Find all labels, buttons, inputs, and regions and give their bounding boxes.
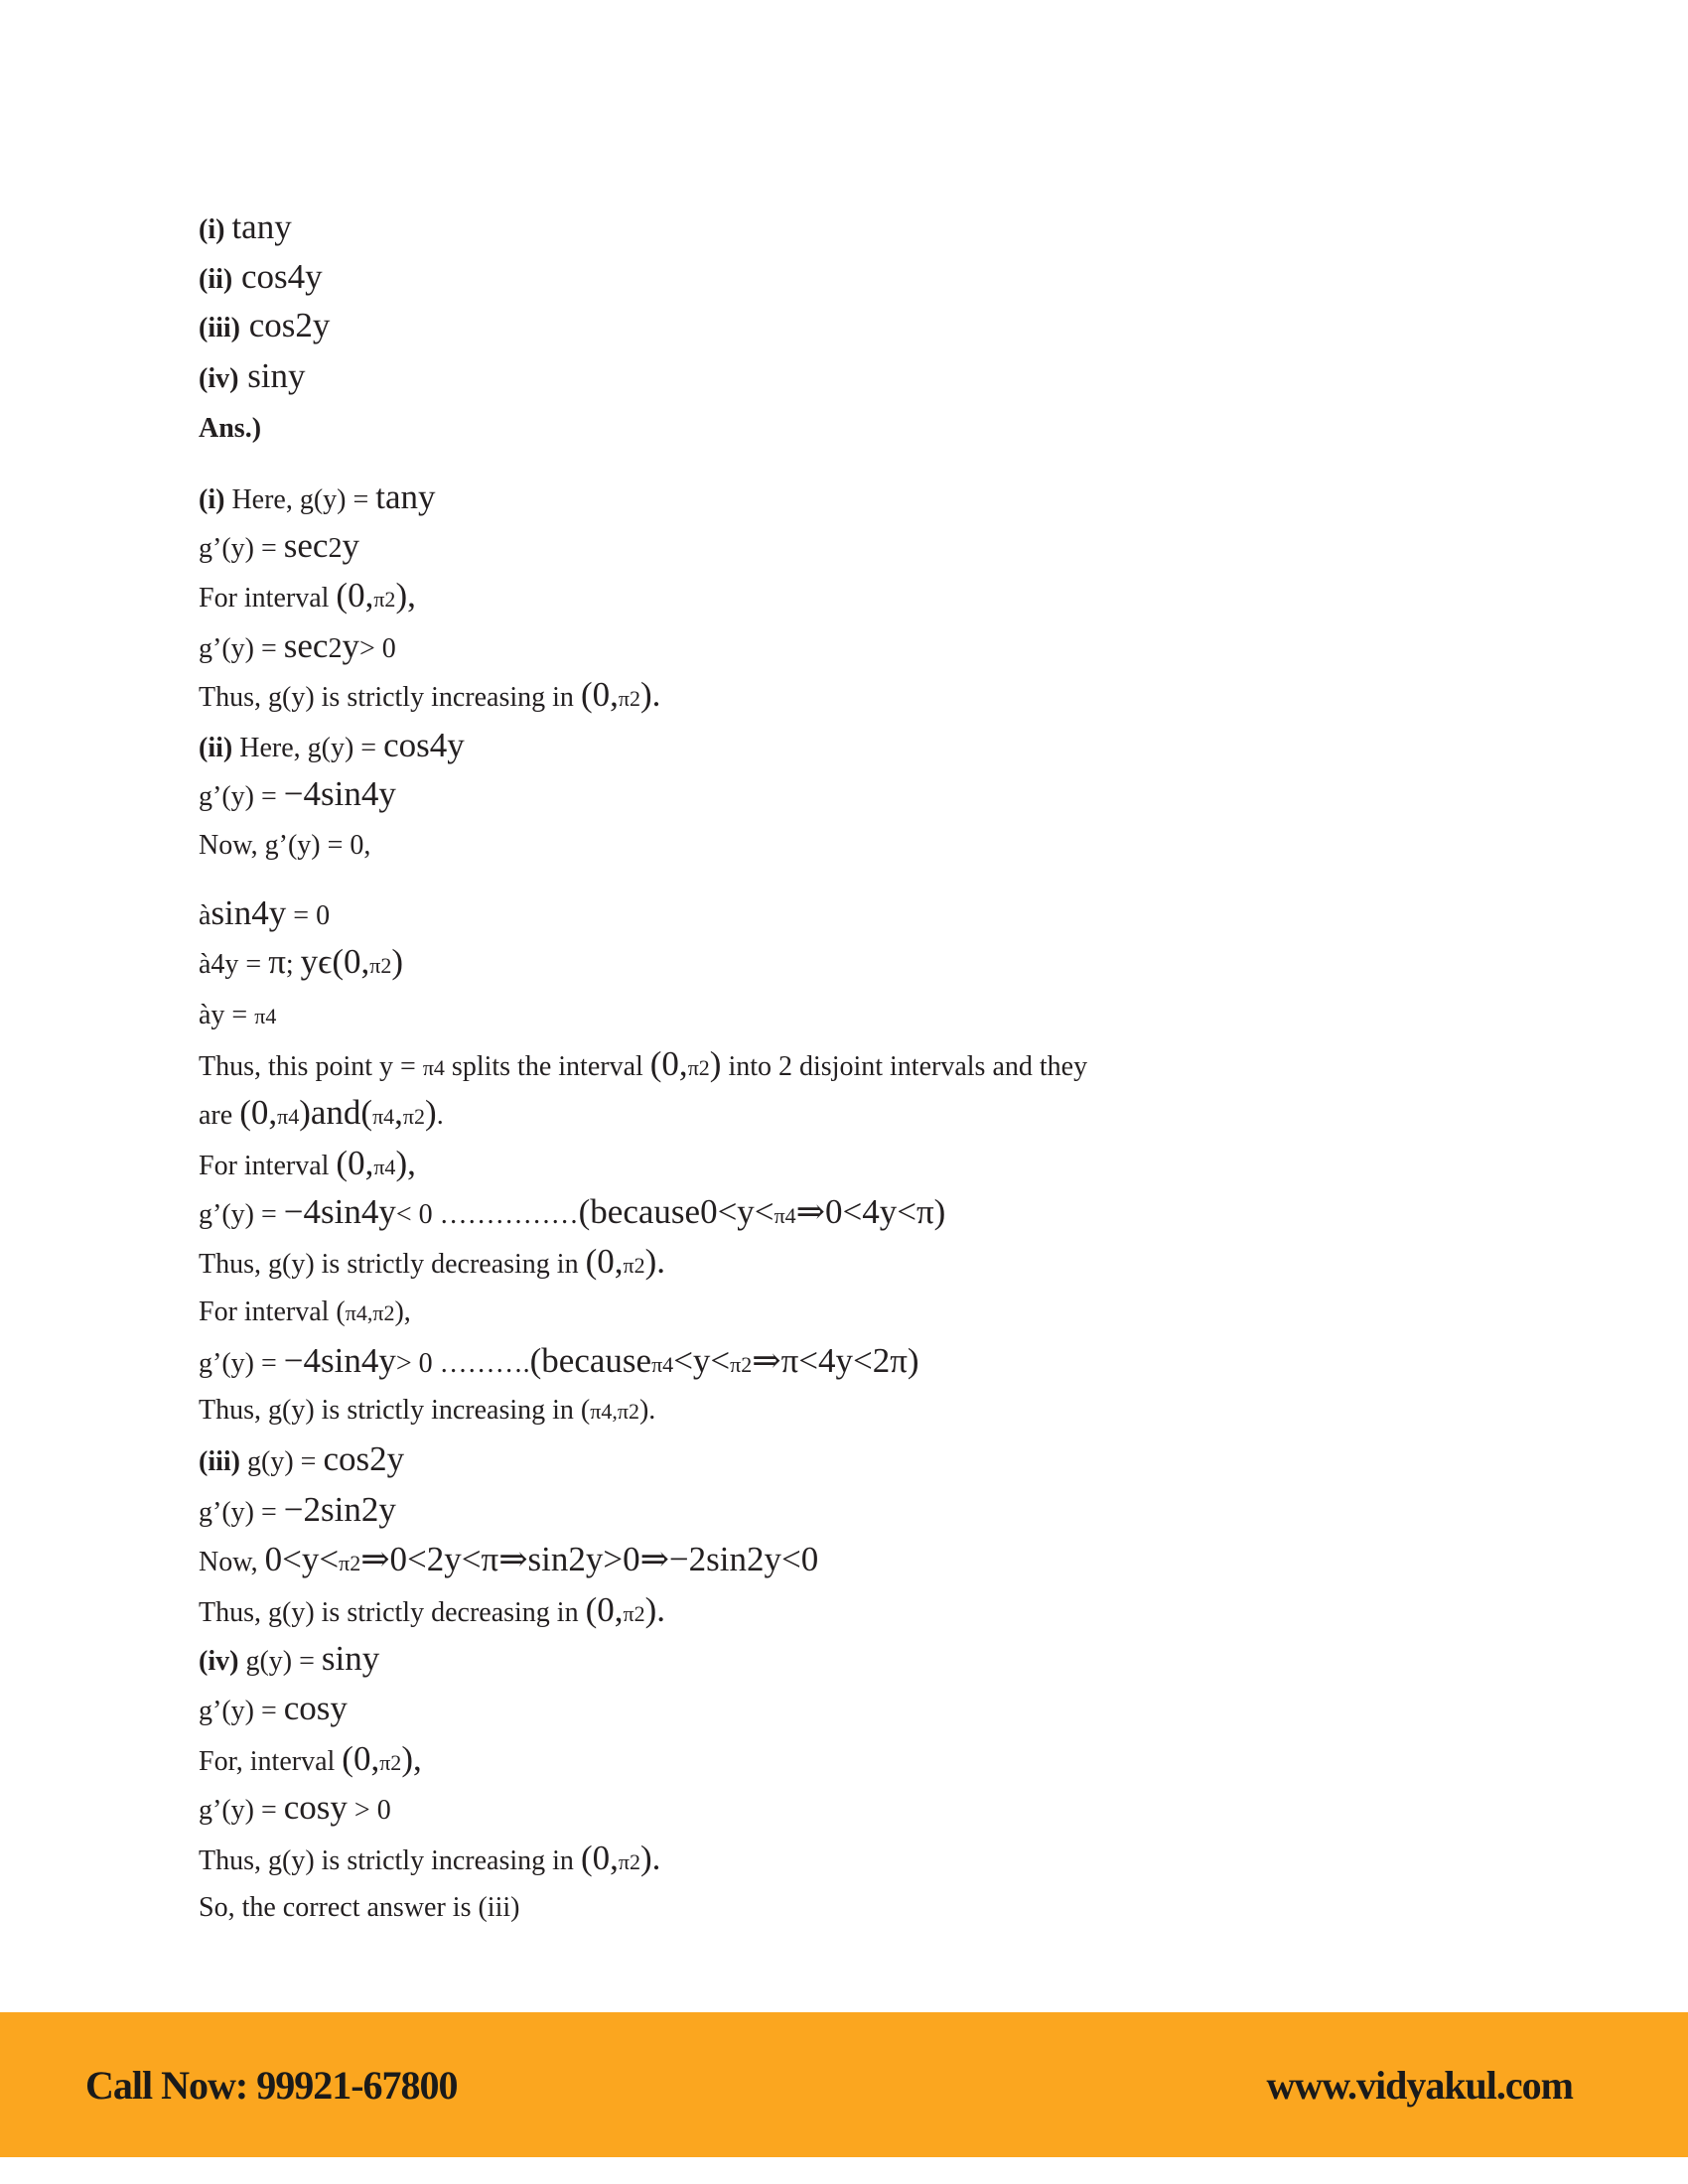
text-segment: For interval ( (199, 1296, 346, 1327)
fraction-expression: π4 (254, 1003, 277, 1028)
fraction-expression: π4 (277, 1103, 300, 1129)
math-expression: (0, (585, 1242, 624, 1282)
text-segment: Thus, g(y) is strictly increasing in (199, 682, 581, 714)
math-expression: siny (321, 1638, 380, 1678)
fraction-expression: π2 (379, 1749, 402, 1775)
math-expression: y (342, 625, 359, 665)
math-expression: ) (709, 1043, 722, 1083)
math-expression: (0, (342, 1738, 380, 1778)
text-segment: Now, g’(y) = 0, (199, 829, 371, 861)
text-line (199, 1091, 444, 1135)
bold-label: (iii) (199, 1446, 240, 1478)
text-segment: ). (638, 1395, 656, 1427)
text-segment: Here, g(y) = (224, 483, 376, 515)
bold-label: (iii) (199, 313, 240, 344)
fraction-expression: π2 (623, 1253, 645, 1279)
math-expression: tany (375, 477, 436, 516)
text-segment: Now, (199, 1547, 265, 1578)
text-line (199, 1637, 379, 1681)
text-line (199, 1538, 818, 1581)
text-segment: g’(y) = (199, 1198, 284, 1230)
text-segment: > 0 (358, 632, 396, 664)
text-segment: Thus, g(y) is strictly decreasing in (199, 1596, 586, 1628)
call-now-text: Call Now: 99921-67800 (85, 2063, 458, 2108)
text-line (199, 524, 359, 568)
text-segment: So, the correct answer is (iii) (199, 1892, 520, 1924)
math-expression: yϵ(0, (300, 942, 370, 982)
math-expression: (0, (585, 1589, 624, 1629)
text-segment: = 0 (286, 900, 331, 932)
bold-label: (iv) (199, 1645, 239, 1677)
math-expression: <y< (673, 1340, 731, 1380)
fraction-expression: π4 (373, 1154, 396, 1179)
math-expression: −4sin4y (283, 1191, 396, 1231)
math-expression: ), (401, 1738, 422, 1778)
text-segment: 2 (328, 632, 343, 664)
fraction-expression: π2 (618, 686, 640, 712)
footer-banner (0, 2012, 1688, 2157)
bold-label: (i) (199, 213, 225, 245)
math-expression: siny (238, 355, 306, 395)
math-expression: (0, (580, 1838, 619, 1877)
text-segment: > 0 (347, 1795, 391, 1827)
text-line (199, 205, 292, 249)
text-segment: Thus, g(y) is strictly increasing in (199, 1844, 581, 1876)
math-expression: cosy (283, 1689, 348, 1728)
math-expression: (0, (580, 675, 619, 715)
text-segment: g’(y) = (199, 1696, 284, 1727)
math-expression: ), (395, 1143, 416, 1182)
math-expression: ). (644, 1242, 666, 1282)
text-line (199, 624, 396, 668)
bold-label: (i) (199, 483, 225, 515)
bold-label: Ans.) (199, 413, 262, 445)
text-segment: à (199, 900, 211, 932)
text-segment: g’(y) = (199, 780, 284, 812)
text-segment: Thus, g(y) is strictly decreasing in (199, 1249, 586, 1281)
text-line (199, 1588, 665, 1632)
fraction-expression: π4,π2 (345, 1299, 395, 1325)
math-expression: sec (283, 625, 329, 665)
math-expression: ⇒π<4y<2π) (752, 1340, 919, 1380)
math-expression: , (394, 1092, 403, 1132)
text-line (199, 1291, 411, 1334)
math-expression: sin4y (211, 893, 287, 933)
text-segment: g’(y) = (199, 532, 284, 564)
text-segment: g’(y) = (199, 1347, 284, 1379)
text-segment: are (199, 1099, 240, 1131)
fraction-expression: π4 (422, 1054, 445, 1080)
text-segment: . (436, 1099, 444, 1131)
math-expression: (because0<y< (578, 1191, 774, 1231)
text-segment: g(y) = (240, 1446, 324, 1478)
fraction-expression: π4 (774, 1202, 796, 1228)
text-segment: g’(y) = (199, 632, 284, 664)
text-segment: splits the interval (444, 1050, 650, 1082)
text-line (199, 994, 276, 1037)
math-expression: y (342, 525, 359, 565)
website-link[interactable]: www.vidyakul.com (1266, 2063, 1573, 2108)
bold-label: (ii) (199, 732, 233, 763)
fraction-expression: π2 (687, 1054, 710, 1080)
text-line (199, 407, 261, 451)
fraction-expression: π2 (402, 1103, 426, 1129)
bold-label: (ii) (199, 264, 233, 296)
text-segment: Here, g(y) = (232, 732, 384, 763)
text-line (199, 1240, 665, 1284)
text-segment: 2 (328, 532, 343, 564)
text-segment: For interval (199, 583, 337, 614)
math-expression: −4sin4y (283, 1340, 396, 1380)
text-segment: g’(y) = (199, 1496, 284, 1528)
math-expression: ), (395, 576, 416, 615)
math-expression: ). (644, 1589, 666, 1629)
text-segment: Thus, this point y = (199, 1050, 423, 1082)
math-expression: ⇒0<4y<π) (795, 1191, 946, 1231)
math-expression: tany (231, 206, 292, 246)
text-line (199, 255, 323, 299)
text-line (199, 1837, 660, 1880)
math-expression: cos2y (323, 1439, 405, 1479)
fraction-expression: π2 (730, 1351, 753, 1377)
text-line (199, 1142, 416, 1185)
text-line (199, 304, 330, 347)
text-segment: ; (285, 949, 301, 981)
math-expression: ). (639, 1838, 661, 1877)
text-line (199, 1786, 391, 1830)
text-segment: Thus, g(y) is strictly increasing in ( (199, 1395, 591, 1427)
text-segment: For interval (199, 1150, 337, 1181)
text-line (199, 1437, 404, 1481)
text-line (199, 476, 436, 519)
bold-label: (iv) (199, 362, 239, 394)
text-line (199, 1488, 396, 1532)
math-expression: cos4y (383, 725, 465, 764)
text-line (199, 940, 403, 984)
text-segment: ), (394, 1296, 411, 1327)
fraction-expression: π4,π2 (590, 1399, 639, 1425)
math-expression: 0<y< (264, 1540, 340, 1579)
text-line (199, 1339, 919, 1383)
math-expression: (0, (649, 1043, 688, 1083)
fraction-expression: π2 (373, 587, 396, 613)
math-expression: cos2y (240, 306, 331, 345)
text-segment: ày = (199, 999, 255, 1030)
fraction-expression: π2 (623, 1600, 645, 1626)
math-expression: ) (391, 942, 404, 982)
math-expression: (because (529, 1340, 652, 1380)
text-segment: g(y) = (238, 1645, 322, 1677)
math-expression: ⇒0<2y<π⇒sin2y>0⇒−2sin2y<0 (360, 1540, 819, 1579)
math-expression: ). (639, 675, 661, 715)
math-expression: (0, (336, 1143, 374, 1182)
math-expression: (0, (336, 576, 374, 615)
text-line (199, 1886, 519, 1930)
math-expression: )and( (299, 1092, 373, 1132)
text-segment: g’(y) = (199, 1795, 284, 1827)
text-line (199, 673, 660, 717)
text-segment: For, interval (199, 1745, 343, 1777)
text-line (199, 724, 465, 767)
fraction-expression: π4 (651, 1351, 674, 1377)
math-expression: sec (283, 525, 329, 565)
text-segment: into 2 disjoint intervals and they (721, 1050, 1088, 1082)
text-line (199, 772, 396, 816)
math-expression: cos4y (232, 257, 323, 297)
math-expression: (0, (239, 1092, 278, 1132)
text-segment: > 0 ………. (395, 1347, 530, 1379)
text-line (199, 891, 330, 935)
text-line (199, 1190, 945, 1234)
fraction-expression: π2 (339, 1551, 361, 1576)
math-expression: −2sin2y (283, 1489, 396, 1529)
text-line (199, 1389, 655, 1433)
math-expression: cosy (283, 1788, 348, 1828)
text-line (199, 1737, 422, 1781)
math-expression: −4sin4y (283, 773, 396, 813)
text-line (199, 824, 370, 868)
fraction-expression: π2 (369, 953, 392, 979)
text-line (199, 354, 306, 398)
fraction-expression: π4 (372, 1103, 395, 1129)
math-expression: ) (425, 1092, 437, 1132)
text-line (199, 574, 416, 617)
text-segment: à4y = (199, 949, 269, 981)
text-segment: < 0 …………… (395, 1198, 579, 1230)
text-line (199, 1687, 348, 1730)
fraction-expression: π2 (618, 1848, 640, 1874)
text-line (199, 1042, 1087, 1086)
math-expression: π (268, 942, 286, 982)
